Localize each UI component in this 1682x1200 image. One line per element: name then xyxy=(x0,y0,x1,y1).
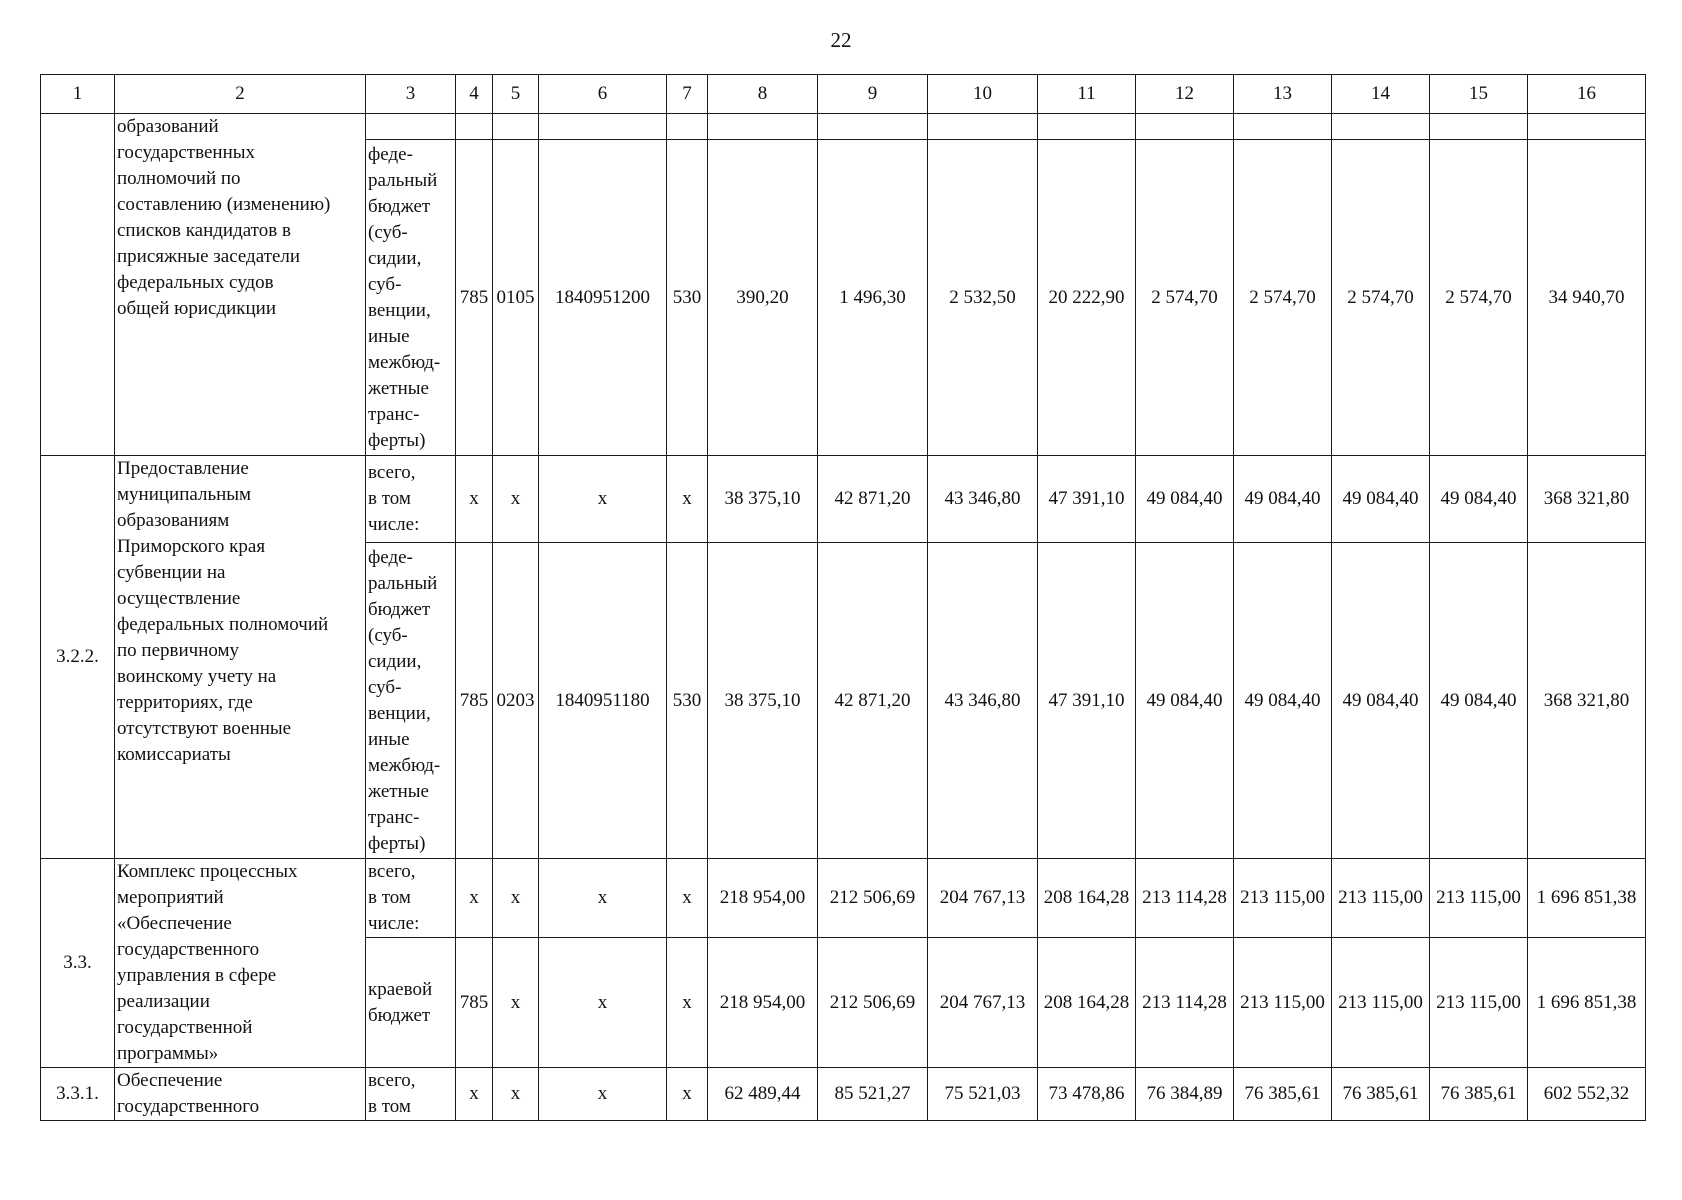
row-name-cell xyxy=(115,456,366,859)
expense-type-cell: 530 xyxy=(667,140,708,456)
value-cell: 43 346,80 xyxy=(928,456,1038,543)
row-name-cell xyxy=(115,114,366,456)
funding-source-cell xyxy=(366,859,456,938)
empty-cell xyxy=(1430,114,1528,140)
row-name-cell xyxy=(115,1068,366,1121)
value-cell: 218 954,00 xyxy=(708,938,818,1068)
target-code-cell: x xyxy=(539,938,667,1068)
value-cell: 213 115,00 xyxy=(1430,859,1528,938)
row-name-line: федеральных судов xyxy=(117,272,274,293)
row-number-cell: 3.2.2. xyxy=(41,456,115,859)
empty-cell xyxy=(1528,114,1646,140)
value-cell: 47 391,10 xyxy=(1038,543,1136,859)
value-cell: 213 114,28 xyxy=(1136,859,1234,938)
value-cell: 49 084,40 xyxy=(1136,456,1234,543)
value-cell: 76 385,61 xyxy=(1234,1068,1332,1121)
value-cell: 73 478,86 xyxy=(1038,1068,1136,1121)
page-number: 22 xyxy=(830,28,852,52)
target-code-cell: x xyxy=(539,859,667,938)
source-line: сидии, xyxy=(368,650,422,672)
value-cell: 75 521,03 xyxy=(928,1068,1038,1121)
row-name-line: Обеспечение xyxy=(117,1070,223,1091)
budget-table xyxy=(40,74,1646,1121)
column-header: 11 xyxy=(1038,75,1136,114)
expense-type-cell: 530 xyxy=(667,543,708,859)
value-cell: 47 391,10 xyxy=(1038,456,1136,543)
value-cell: 213 115,00 xyxy=(1234,938,1332,1068)
row-name-line: государственного xyxy=(117,1096,260,1117)
empty-cell xyxy=(539,114,667,140)
row-name-line: «Обеспечение xyxy=(117,913,232,934)
row-name-line: муниципальным xyxy=(117,484,252,505)
table-row xyxy=(41,456,1646,543)
section-code-cell: x xyxy=(493,1068,539,1121)
row-name-line: субвенции на xyxy=(117,562,226,583)
section-code-cell: x xyxy=(493,938,539,1068)
row-name-line: воинскому учету на xyxy=(117,666,277,687)
row-name-cell xyxy=(115,859,366,1068)
column-header: 6 xyxy=(539,75,667,114)
value-cell: 85 521,27 xyxy=(818,1068,928,1121)
column-header: 15 xyxy=(1430,75,1528,114)
total-cell: 368 321,80 xyxy=(1528,456,1646,543)
empty-cell xyxy=(708,114,818,140)
value-cell: 49 084,40 xyxy=(1332,456,1430,543)
source-line: бюджет xyxy=(368,598,431,620)
target-code-cell: 1840951180 xyxy=(539,543,667,859)
source-line: всего, xyxy=(368,462,416,483)
row-name-line: управления в сфере xyxy=(117,965,277,986)
empty-cell xyxy=(1038,114,1136,140)
total-cell: 602 552,32 xyxy=(1528,1068,1646,1121)
value-cell: 20 222,90 xyxy=(1038,140,1136,456)
column-header: 3 xyxy=(366,75,456,114)
row-number-cell xyxy=(41,114,115,456)
source-line: жетные xyxy=(368,780,429,802)
source-line: межбюд- xyxy=(368,754,441,776)
value-cell: 213 115,00 xyxy=(1430,938,1528,1068)
target-code-cell: x xyxy=(539,456,667,543)
column-header: 9 xyxy=(818,75,928,114)
source-line: (суб- xyxy=(368,624,408,646)
row-name-line: государственных xyxy=(117,142,256,163)
row-name-line: полномочий по xyxy=(117,168,241,189)
value-cell: 213 115,00 xyxy=(1332,938,1430,1068)
value-cell: 212 506,69 xyxy=(818,938,928,1068)
source-line: в том xyxy=(368,887,411,909)
value-cell: 213 115,00 xyxy=(1332,859,1430,938)
source-line: венции, xyxy=(368,299,431,321)
ministry-code-cell: x xyxy=(456,456,493,543)
row-name-line: Комплекс процессных xyxy=(117,861,298,882)
value-cell: 208 164,28 xyxy=(1038,938,1136,1068)
value-cell: 76 385,61 xyxy=(1332,1068,1430,1121)
value-cell: 49 084,40 xyxy=(1430,456,1528,543)
expense-type-cell: x xyxy=(667,456,708,543)
row-name-line: отсутствуют военные xyxy=(117,718,292,739)
expense-type-cell: x xyxy=(667,1068,708,1121)
source-line: сидии, xyxy=(368,247,422,269)
value-cell: 43 346,80 xyxy=(928,543,1038,859)
source-line: феде- xyxy=(368,143,413,165)
value-cell: 38 375,10 xyxy=(708,543,818,859)
value-cell: 2 574,70 xyxy=(1136,140,1234,456)
empty-cell xyxy=(1332,114,1430,140)
value-cell: 213 115,00 xyxy=(1234,859,1332,938)
source-line: бюджет xyxy=(368,195,431,217)
source-line: суб- xyxy=(368,273,402,295)
table-row xyxy=(41,1068,1646,1121)
section-code-cell: x xyxy=(493,456,539,543)
section-code-cell: 0203 xyxy=(493,543,539,859)
value-cell: 49 084,40 xyxy=(1332,543,1430,859)
source-line: числе: xyxy=(368,514,420,535)
total-cell: 1 696 851,38 xyxy=(1528,938,1646,1068)
row-name-line: составлению (изменению) xyxy=(117,194,331,215)
empty-cell xyxy=(1136,114,1234,140)
source-line: всего, xyxy=(368,1070,416,1091)
source-line: суб- xyxy=(368,676,402,698)
funding-source-cell xyxy=(366,456,456,543)
row-name-line: территориях, где xyxy=(117,692,253,713)
source-line: жетные xyxy=(368,377,429,399)
value-cell: 76 385,61 xyxy=(1430,1068,1528,1121)
source-line: ферты) xyxy=(368,429,426,451)
value-cell: 204 767,13 xyxy=(928,938,1038,1068)
empty-cell xyxy=(667,114,708,140)
empty-cell xyxy=(818,114,928,140)
empty-cell xyxy=(456,114,493,140)
row-name-line: Предоставление xyxy=(117,458,249,479)
row-name-line: общей юрисдикции xyxy=(117,298,277,319)
column-header: 2 xyxy=(115,75,366,114)
value-cell: 2 574,70 xyxy=(1332,140,1430,456)
section-code-cell: 0105 xyxy=(493,140,539,456)
value-cell: 213 114,28 xyxy=(1136,938,1234,1068)
row-name-line: списков кандидатов в xyxy=(117,220,291,241)
row-name-line: образований xyxy=(117,116,219,137)
row-name-line: программы» xyxy=(117,1043,219,1064)
column-header: 13 xyxy=(1234,75,1332,114)
table-row xyxy=(41,114,1646,140)
value-cell: 49 084,40 xyxy=(1234,456,1332,543)
row-name-line: осуществление xyxy=(117,588,241,609)
source-line: краевой xyxy=(368,978,433,1000)
row-name-line: федеральных полномочий xyxy=(117,614,329,635)
value-cell: 208 164,28 xyxy=(1038,859,1136,938)
row-name-line: государственного xyxy=(117,939,260,960)
total-cell: 34 940,70 xyxy=(1528,140,1646,456)
funding-source-cell xyxy=(366,1068,456,1121)
source-line: числе: xyxy=(368,913,420,935)
funding-source-cell xyxy=(366,543,456,859)
value-cell: 49 084,40 xyxy=(1136,543,1234,859)
source-line: транс- xyxy=(368,403,420,425)
value-cell: 204 767,13 xyxy=(928,859,1038,938)
value-cell: 76 384,89 xyxy=(1136,1068,1234,1121)
source-line: всего, xyxy=(368,861,416,883)
value-cell: 2 574,70 xyxy=(1234,140,1332,456)
expense-type-cell: x xyxy=(667,859,708,938)
row-number-cell: 3.3. xyxy=(41,859,115,1068)
source-line: (суб- xyxy=(368,221,408,243)
ministry-code-cell: 785 xyxy=(456,140,493,456)
value-cell: 49 084,40 xyxy=(1234,543,1332,859)
source-line: бюджет xyxy=(368,1004,431,1026)
row-name-line: по первичному xyxy=(117,640,240,661)
value-cell: 218 954,00 xyxy=(708,859,818,938)
value-cell: 62 489,44 xyxy=(708,1068,818,1121)
source-line: иные xyxy=(368,728,410,750)
source-line: ферты) xyxy=(368,832,426,854)
row-name-line: мероприятий xyxy=(117,887,224,908)
row-name-line: образованиям xyxy=(117,510,230,531)
empty-cell xyxy=(928,114,1038,140)
total-cell: 368 321,80 xyxy=(1528,543,1646,859)
target-code-cell: 1840951200 xyxy=(539,140,667,456)
source-line: феде- xyxy=(368,546,413,568)
value-cell: 2 574,70 xyxy=(1430,140,1528,456)
section-code-cell: x xyxy=(493,859,539,938)
empty-cell xyxy=(366,114,456,140)
value-cell: 2 532,50 xyxy=(928,140,1038,456)
expense-type-cell: x xyxy=(667,938,708,1068)
source-line: ральный xyxy=(368,169,438,191)
row-name-line: реализации xyxy=(117,991,210,1012)
value-cell: 42 871,20 xyxy=(818,456,928,543)
target-code-cell: x xyxy=(539,1068,667,1121)
row-number-cell: 3.3.1. xyxy=(41,1068,115,1121)
ministry-code-cell: x xyxy=(456,859,493,938)
column-header: 5 xyxy=(493,75,539,114)
row-name-line: присяжные заседатели xyxy=(117,246,301,267)
ministry-code-cell: 785 xyxy=(456,938,493,1068)
value-cell: 390,20 xyxy=(708,140,818,456)
column-header: 4 xyxy=(456,75,493,114)
total-cell: 1 696 851,38 xyxy=(1528,859,1646,938)
funding-source-cell xyxy=(366,938,456,1068)
row-name-line: Приморского края xyxy=(117,536,266,557)
row-name-line: государственной xyxy=(117,1017,253,1038)
empty-cell xyxy=(493,114,539,140)
column-header: 16 xyxy=(1528,75,1646,114)
column-header: 12 xyxy=(1136,75,1234,114)
header-row xyxy=(41,75,1646,114)
value-cell: 42 871,20 xyxy=(818,543,928,859)
funding-source-cell xyxy=(366,140,456,456)
source-line: в том xyxy=(368,488,411,509)
source-line: транс- xyxy=(368,806,420,828)
value-cell: 49 084,40 xyxy=(1430,543,1528,859)
value-cell: 1 496,30 xyxy=(818,140,928,456)
column-header: 10 xyxy=(928,75,1038,114)
source-line: венции, xyxy=(368,702,431,724)
empty-cell xyxy=(1234,114,1332,140)
source-line: ральный xyxy=(368,572,438,594)
source-line: иные xyxy=(368,325,410,347)
value-cell: 38 375,10 xyxy=(708,456,818,543)
column-header: 14 xyxy=(1332,75,1430,114)
ministry-code-cell: 785 xyxy=(456,543,493,859)
column-header: 7 xyxy=(667,75,708,114)
column-header: 8 xyxy=(708,75,818,114)
value-cell: 212 506,69 xyxy=(818,859,928,938)
ministry-code-cell: x xyxy=(456,1068,493,1121)
column-header: 1 xyxy=(41,75,115,114)
row-name-line: комиссариаты xyxy=(117,744,231,765)
table-row xyxy=(41,859,1646,938)
source-line: в том xyxy=(368,1096,411,1117)
source-line: межбюд- xyxy=(368,351,441,373)
